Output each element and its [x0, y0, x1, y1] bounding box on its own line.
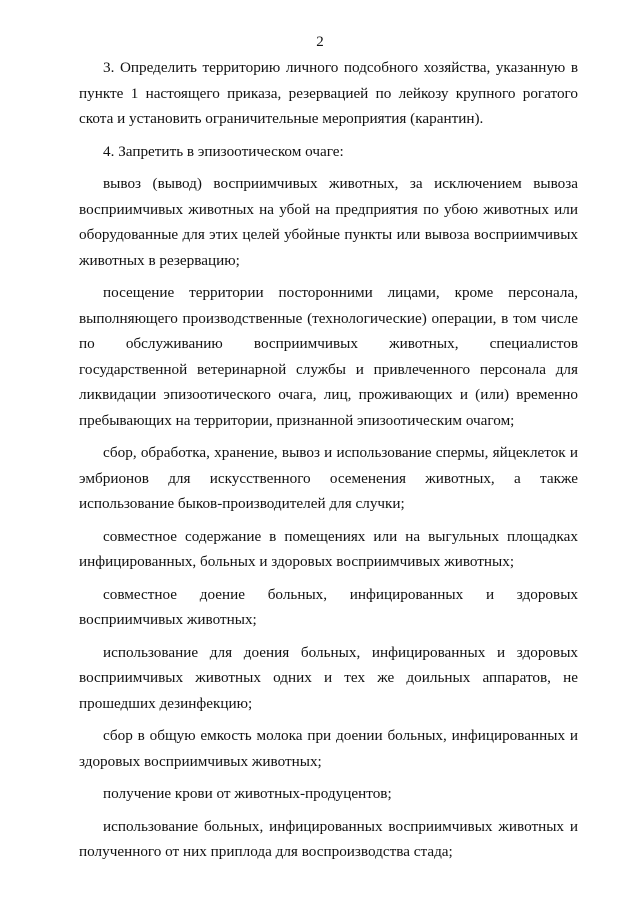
- paragraph-item-4: 4. Запретить в эпизоотическом очаге:: [103, 142, 344, 160]
- prohibition-breeding-use: использование больных, инфицированных восприимчивых животных и полученного от них приплода для воспроизводства стада;: [79, 817, 578, 860]
- prohibition-blood-collection: получение крови от животных-продуцентов;: [103, 785, 392, 802]
- paragraph-item-3: 3. Определить территорию личного подсобного хозяйства, указанную в пункте 1 настоящего приказа, резервацией по лейкозу крупного рогатого скота и установить ограничительные мероприятия (карантин).: [79, 59, 578, 127]
- prohibition-joint-housing: совместное содержание в помещениях или на выгульных площадках инфицированных, больных и здоровых восприимчивых животных;: [79, 527, 578, 570]
- prohibition-joint-milking: совместное доение больных, инфицированных и здоровых восприимчивых животных;: [79, 585, 578, 628]
- prohibition-shared-milking-machines: использование для доения больных, инфицированных и здоровых восприимчивых животных одних и тех же доильных аппаратов, не прошедших дезинфекцию;: [79, 643, 578, 712]
- page-number: 2: [316, 34, 324, 50]
- prohibition-visitors: посещение территории посторонними лицами, кроме персонала, выполняющего производственные (технологические) операции, в том числе по обслуживанию восприимчивых животных, специалистов государственной ветеринарной службы и привлеченного персонала для ликвидации эпизоотического очага, лиц, проживающих и (или) временно пребывающих на территории, признанной эпизоотическим очагом;: [79, 284, 578, 429]
- document-body: [79, 55, 578, 872]
- prohibition-milk-collection: сбор в общую емкость молока при доении больных, инфицированных и здоровых восприимчивых животных;: [79, 727, 578, 770]
- prohibition-sperm-embryos: сбор, обработка, хранение, вывоз и использование спермы, яйцеклеток и эмбрионов для искусственного осеменения животных, а также использование быков-производителей для случки;: [79, 444, 578, 512]
- prohibition-animal-export: вывоз (вывод) восприимчивых животных, за исключением вывоза восприимчивых животных на убой на предприятия по убою животных или оборудованные для этих целей убойные пункты или вывоза восприимчивых животных в резервацию;: [79, 175, 578, 269]
